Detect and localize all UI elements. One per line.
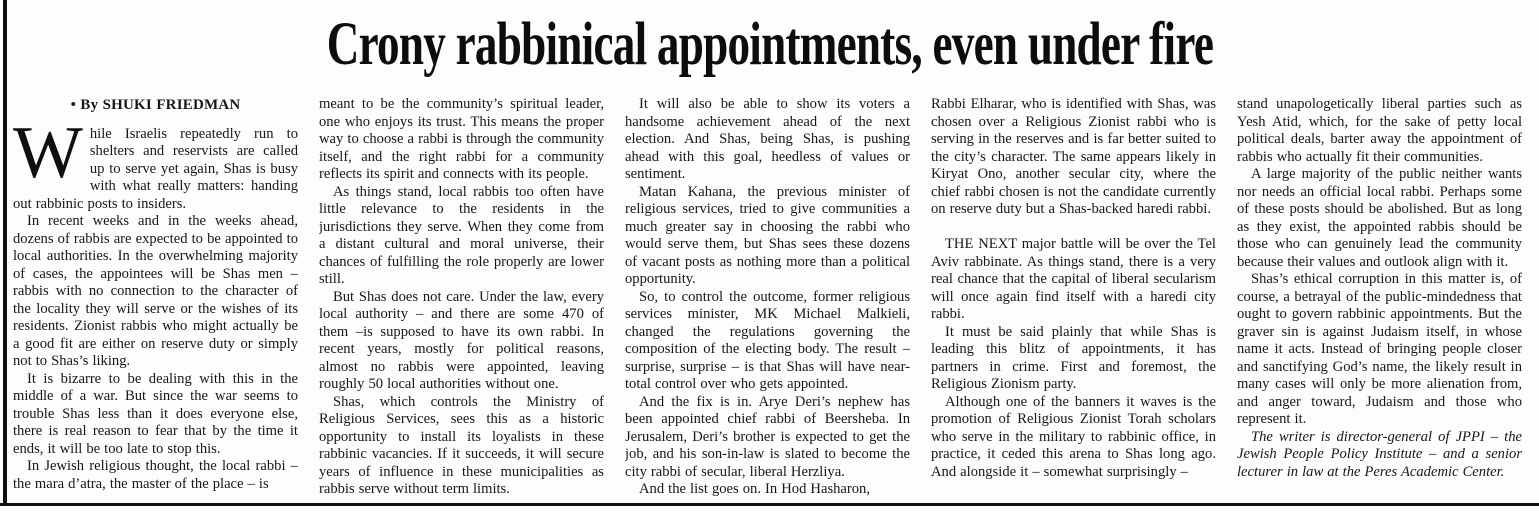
paragraph: Shas, which controls the Ministry of Religious Services, sees this as a historic opportunity to install its loyalists in these rabbinic vacancies. If it succeeds, it will secure years of influence in these municipalities as rabbis serve without term limits. xyxy=(319,393,604,497)
article-column xyxy=(319,96,604,500)
paragraph: While Israelis repeatedly run to shelters and reservists are called up to serve yet again, Shas is busy with what really matters: handing out rabbinic posts to insiders. xyxy=(13,111,298,212)
paragraph: A large majority of the public neither wants nor needs an official local rabbi. Perhaps some of these posts should be abolished. But as long as they exist, the appointed rabbis should be those who can genuinely lead the community because their values and outlook align with it. xyxy=(1237,166,1522,270)
paragraph: meant to be the community’s spiritual leader, one who enjoys its trust. This means the proper way to choose a rabbi is through the community itself, and the right rabbi for a community reflects its spirit and connects with its people. xyxy=(319,96,604,182)
paragraph: THE NEXT major battle will be over the Tel Aviv rabbinate. As things stand, there is a very real chance that the capital of liberal secularism will once again find itself with a haredi city rabbi. xyxy=(931,236,1216,322)
paragraph: But Shas does not care. Under the law, every local authority – and there are some 470 of them –is supposed to have its own rabbi. In recent years, mostly for political reasons, almost no rabbis were appointed, leaving roughly 50 local authorities without one. xyxy=(319,288,604,392)
article-column xyxy=(13,96,298,500)
byline: • By SHUKI FRIEDMAN xyxy=(70,97,241,113)
bottom-border-rule xyxy=(0,503,1539,506)
paragraph: Matan Kahana, the previous minister of religious services, tried to give communities a much greater say in choosing the rabbi who would serve them, but Shas sees these dozens of vacant posts as nothing more than a political opportunity. xyxy=(625,183,910,287)
paragraph: Shas’s ethical corruption in this matter is, of course, a betrayal of the public-mindedness that ought to govern rabbinic appointments. But the graver sin is against Judaism itself, in whose name it acts. Instead of bringing people closer and sanctifying God’s name, the likely result in many cases will only be more alienation from, and anger toward, Judaism and those who represent it. xyxy=(1237,271,1522,427)
paragraph: stand unapologetically liberal parties such as Yesh Atid, which, for the sake of petty local political deals, barter away the appointment of rabbis who actually fit their communities. xyxy=(1237,96,1522,165)
article-headline xyxy=(0,0,1539,76)
article-column xyxy=(1237,96,1522,500)
paragraph: In recent weeks and in the weeks ahead, dozens of rabbis are expected to be appointed to local authorities. In the overwhelming majority of cases, the appointees will be Shas men – rabbis with no connection to the character of the locality they will serve or the wishes of its residents. Zionist rabbis who might actually be a good fit are either on reserve duty or simply not to Shas’s liking. xyxy=(13,213,298,369)
paragraph: And the fix is in. Arye Deri’s nephew has been appointed chief rabbi of Beersheba. In Jerusalem, Deri’s brother is expected to get the job, and his son-in-law is slated to become the city rabbi of secular, liberal Herzliya. xyxy=(625,393,910,480)
article-headline-text: Crony rabbinical appointments, even under fire xyxy=(326,11,1213,78)
paragraph: The writer is director-general of JPPI – the Jewish People Policy Institute – and a senior lecturer in law at the Peres Academic Center. xyxy=(1237,428,1522,480)
dropcap-letter: W xyxy=(13,111,83,194)
paragraph: And the list goes on. In Hod Hasharon, xyxy=(639,481,870,497)
paragraph: It must be said plainly that while Shas is leading this blitz of appointments, it has partners in crime. First and foremost, the Religious Zionism party. xyxy=(931,323,1216,392)
paragraph: Rabbi Elharar, who is identified with Shas, was chosen over a Religious Zionist rabbi who is serving in the reserves and is far better suited to the city’s character. The same appears likely in Kiryat Ono, another secular city, where the chief rabbi chosen is not the candidate currently on reserve duty but a Shas-backed haredi rabbi. xyxy=(931,96,1216,217)
left-border-rule xyxy=(3,0,7,504)
paragraph: In Jewish religious thought, the local rabbi – the mara d’atra, the master of the place – is xyxy=(13,458,298,492)
article-columns xyxy=(0,76,1539,500)
article-column xyxy=(931,96,1216,500)
paragraph: It will also be able to show its voters a handsome achievement ahead of the next election. And Shas, being Shas, is pushing ahead with this goal, heedless of values or sentiment. xyxy=(625,96,910,182)
paragraph: As things stand, local rabbis too often have little relevance to the residents in the jurisdictions they serve. When they come from a distant cultural and moral universe, their chances of fulfilling the role properly are lower still. xyxy=(319,183,604,287)
paragraph: Although one of the banners it waves is the promotion of Religious Zionist Torah scholars who serve in the military to rabbinic office, in practice, it ceded this arena to Shas long ago. And alongside it – somewhat surprisingly – xyxy=(931,393,1216,480)
paragraph: It is bizarre to be dealing with this in the middle of a war. But since the war seems to trouble Shas less than it does everyone else, there is real reason to fear that by the time it ends, it will be too late to stop this. xyxy=(13,370,298,457)
paragraph: So, to control the outcome, former religious services minister, MK Michael Malkieli, changed the regulations governing the composition of the electing body. The result – surprise, surprise – is that Shas will have near-total control over who gets appointed. xyxy=(625,288,910,392)
article-column xyxy=(625,96,910,500)
